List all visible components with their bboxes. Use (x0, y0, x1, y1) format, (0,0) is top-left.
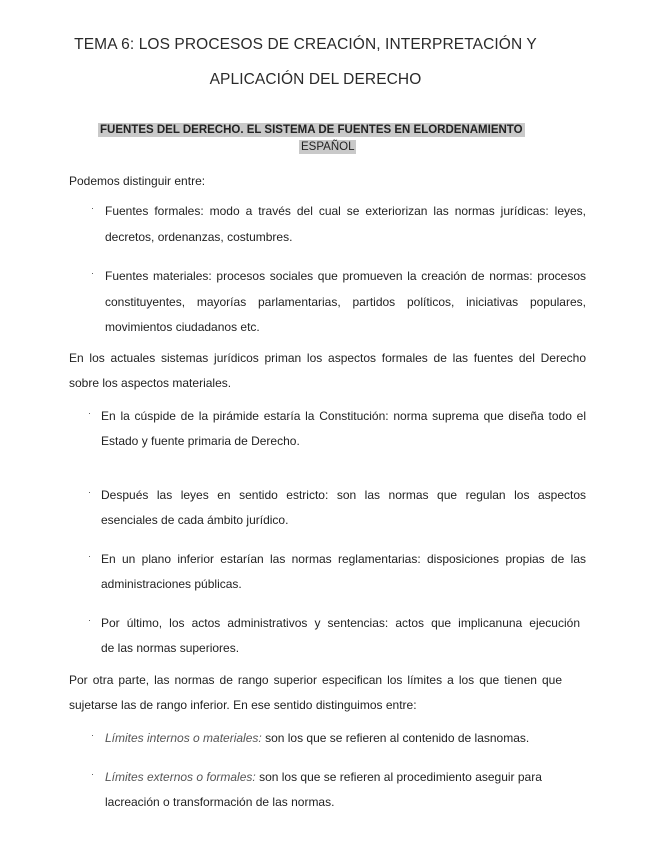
document-title-line-2: APLICACIÓN DEL DERECHO (209, 71, 422, 88)
paragraph-1-line-2: sobre los aspectos materiales. (69, 376, 232, 390)
paragraph-2-line-1: Por otra parte, las normas de rango superior especifican los límites a los que tienen que (69, 673, 562, 687)
document-title-line-1: TEMA 6: LOS PROCESOS DE CREACIÓN, INTERPRETACIÓN Y (74, 36, 537, 53)
bullet-marker: · (88, 551, 91, 561)
bullet-marker: · (91, 769, 94, 779)
list-item-formal-line-1: Fuentes formales: modo a través del cual se exteriorizan las normas jurídicas: leyes, (105, 204, 586, 218)
list-item-regulations-line-2: administraciones públicas. (101, 577, 242, 591)
list-item-constitution-line-2: Estado y fuente primaria de Derecho. (101, 434, 300, 448)
list-item-external-limits-line-2: lacreación o transformación de las normas. (105, 795, 335, 809)
paragraph-2-line-2: sujetarse las de rango inferior. En ese sentido distinguimos entre: (69, 698, 417, 712)
external-limits-description: son los que se refieren al procedimiento aseguir para (255, 770, 542, 784)
list-item-acts-line-2: de las normas superiores. (101, 641, 240, 655)
bullet-marker: · (91, 203, 94, 213)
bullet-marker: · (88, 487, 91, 497)
internal-limits-description: son los que se refieren al contenido de lasnomas. (261, 731, 530, 745)
list-item-internal-limits (105, 731, 529, 745)
bullet-marker: · (88, 408, 91, 418)
list-item-acts-line-1: Por último, los actos administrativos y sentencias: actos que implicanuna ejecución (101, 616, 580, 630)
section-heading-line-1: FUENTES DEL DERECHO. EL SISTEMA DE FUENTES EN ELORDENAMIENTO (100, 124, 523, 136)
external-limits-term: Límites externos o formales: (105, 770, 256, 784)
bullet-marker: · (91, 730, 94, 740)
section-heading-line-2: ESPAÑOL (301, 141, 355, 153)
list-item-laws-line-2: esenciales de cada ámbito jurídico. (101, 513, 289, 527)
paragraph-1-line-1: En los actuales sistemas jurídicos priman los aspectos formales de las fuentes del Derecho (69, 351, 586, 365)
list-item-regulations-line-1: En un plano inferior estarían las normas reglamentarias: disposiciones propias de las (101, 552, 586, 566)
list-item-material-line-1: Fuentes materiales: procesos sociales que promueven la creación de normas: procesos (105, 269, 586, 283)
bullet-marker: · (91, 268, 94, 278)
internal-limits-term: Límites internos o materiales: (105, 731, 262, 745)
list-item-constitution-line-1: En la cúspide de la pirámide estaría la Constitución: norma suprema que diseña todo el (101, 409, 586, 423)
bullet-marker: · (88, 615, 91, 625)
intro-text: Podemos distinguir entre: (69, 174, 206, 188)
list-item-laws-line-1: Después las leyes en sentido estricto: son las normas que regulan los aspectos (101, 488, 586, 502)
list-item-formal-line-2: decretos, ordenanzas, costumbres. (105, 230, 293, 244)
list-item-material-line-2: constituyentes, mayorías parlamentarias, partidos políticos, iniciativas populares, (105, 295, 586, 309)
list-item-material-line-3: movimientos ciudadanos etc. (105, 320, 260, 334)
list-item-external-limits-line-1 (105, 770, 542, 784)
